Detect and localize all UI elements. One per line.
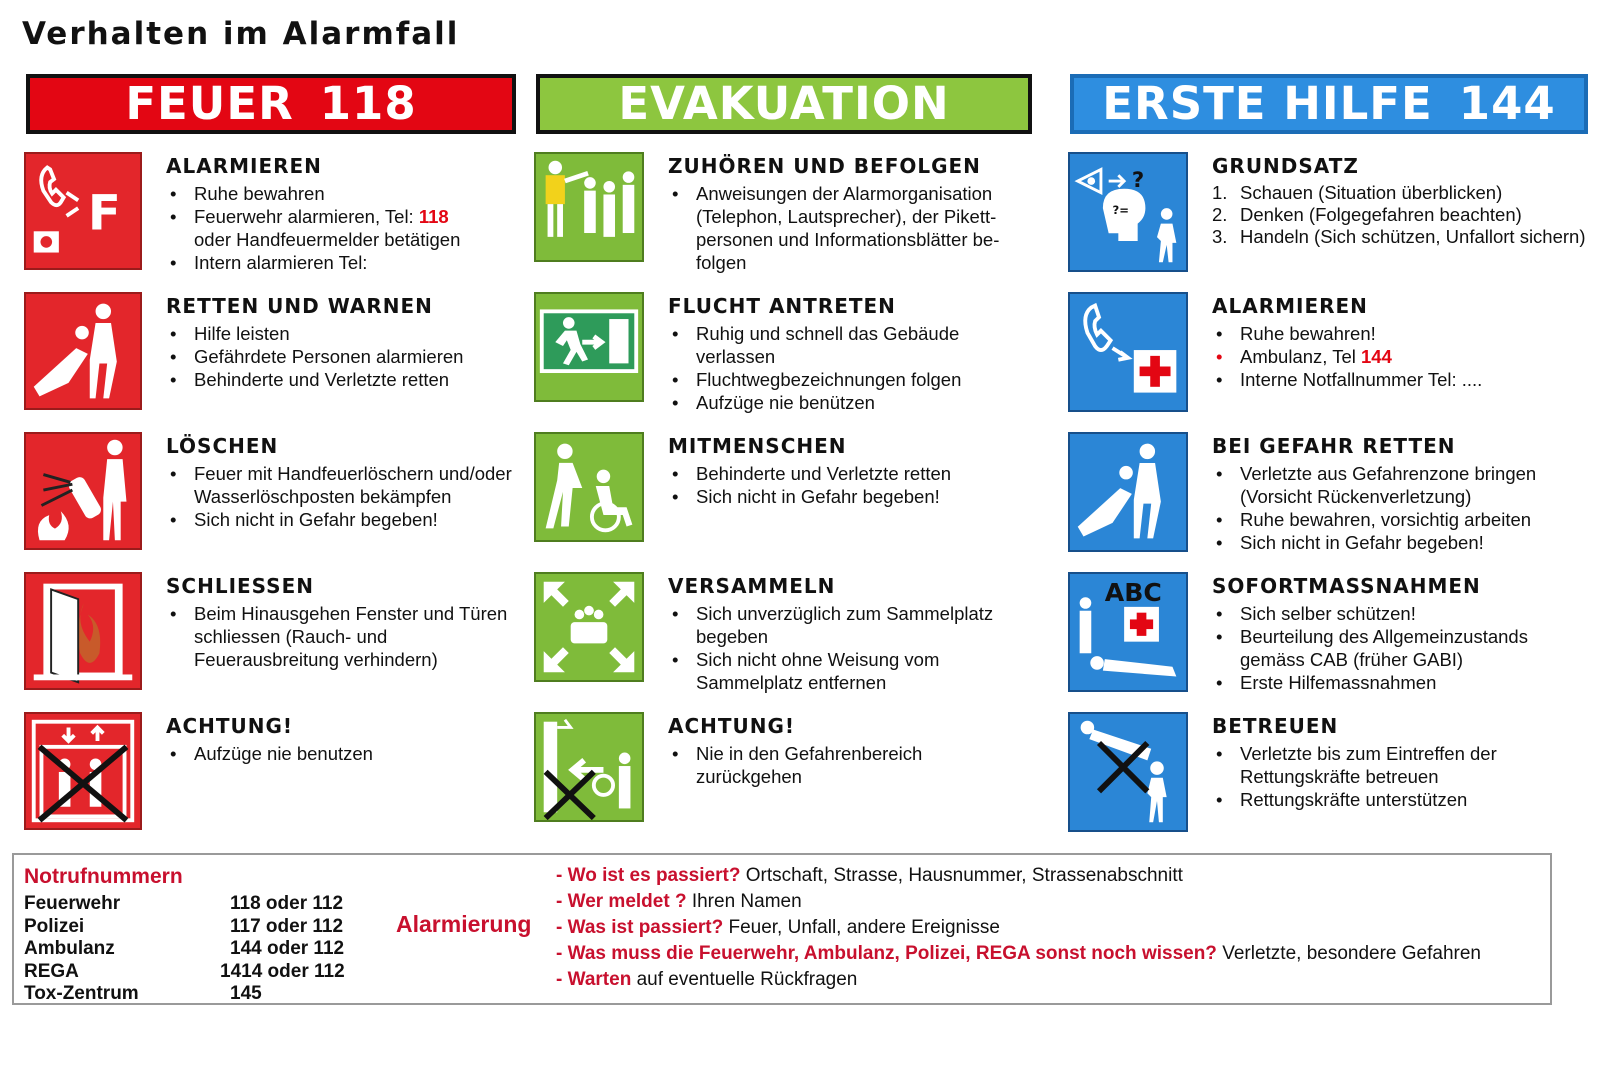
emergency-row: REGA 1414 oder 112 <box>24 960 345 982</box>
bullet: • Hilfe leisten <box>194 322 514 345</box>
fire-item-alarm <box>26 152 514 276</box>
item-title: BEI GEFAHR RETTEN <box>1212 434 1456 458</box>
bullet: • Nie in den Gefahrenbereich zurückgehen <box>696 742 1026 788</box>
fire-column <box>26 74 514 764</box>
emergency-row: Ambulanz 144 oder 112 <box>24 938 345 959</box>
no-elevator-icon <box>24 712 142 830</box>
alarm-line: - Warten auf eventuelle Rückfragen <box>556 969 858 990</box>
bullet: • Sich nicht in Gefahr begeben! <box>696 485 1026 508</box>
emergency-title: Notrufnummern <box>24 865 183 888</box>
emergency-row: Feuerwehr 118 oder 112 <box>24 893 344 914</box>
wheelchair-help-icon <box>534 432 644 542</box>
emergency-exit-icon <box>534 292 644 402</box>
fire-item-caution <box>26 712 514 836</box>
emergency-box <box>12 853 1552 1005</box>
fire-extinguisher-icon <box>24 432 142 550</box>
bullet: • Intern alarmieren Tel: <box>194 251 514 274</box>
first-aid-header <box>1070 74 1588 134</box>
fire-header-number: 118 <box>319 77 417 130</box>
item-title: ALARMIEREN <box>1212 294 1368 318</box>
item-title: FLUCHT ANTRETEN <box>668 294 896 318</box>
look-think-act-icon <box>1068 152 1188 272</box>
close-door-icon <box>24 572 142 690</box>
item-title: GRUNDSATZ <box>1212 154 1359 178</box>
care-injured-icon <box>1068 712 1188 832</box>
bullet: • Interne Notfallnummer Tel: .... <box>1240 368 1590 391</box>
bullet: • Sich selber schützen! <box>1240 602 1590 625</box>
evac-item-flee <box>536 292 1032 416</box>
bullet: • Verletzte bis zum Eintreffen der Rettungskräfte betreuen <box>1240 742 1590 788</box>
alarm-line: - Wo ist es passiert? Ortschaft, Strasse, Hausnummer, Strassenabschnitt <box>556 865 1183 886</box>
bullet: • Sich nicht ohne Weisung vom Sammelplatz entfernen <box>696 648 1026 694</box>
fire-header <box>26 74 516 134</box>
first-aid-column <box>1070 74 1590 810</box>
fire-item-extinguish <box>26 432 514 556</box>
evac-item-assemble <box>536 572 1032 696</box>
evac-header: EVAKUATION <box>536 74 1032 134</box>
bullet: • Sich unverzüglich zum Sammelplatz begeben <box>696 602 1026 648</box>
bullet: • Ruhig und schnell das Gebäude verlassen <box>696 322 1026 368</box>
item-title: ZUHÖREN UND BEFOLGEN <box>668 154 981 178</box>
item-title: SCHLIESSEN <box>166 574 314 598</box>
alarm-line: - Was ist passiert? Feuer, Unfall, andere Ereignisse <box>556 917 1000 938</box>
bullet: • Sich nicht in Gefahr begeben! <box>194 508 514 531</box>
bullet: • Behinderte und Verletzte retten <box>194 368 514 391</box>
bullet: • Ruhe bewahren! <box>1240 322 1590 345</box>
emergency-numbers-table <box>24 893 384 1006</box>
numbered-item: 1. Schauen (Situation überblicken) <box>1212 182 1503 203</box>
bullet: • Erste Hilfemassnahmen <box>1240 671 1590 694</box>
bullet: • Ruhe bewahren, vorsichtig arbeiten <box>1240 508 1590 531</box>
bullet: • Sich nicht in Gefahr begeben! <box>1240 531 1590 554</box>
abc-badge: ABC <box>1104 578 1162 608</box>
fire-number: 118 <box>418 206 449 227</box>
svg-text:?: ? <box>1131 167 1145 193</box>
item-title: ACHTUNG! <box>668 714 796 738</box>
evac-column <box>536 74 1032 787</box>
listen-instructions-icon <box>534 152 644 262</box>
bullet: • Aufzüge nie benutzen <box>194 742 514 765</box>
aid-item-principle <box>1070 152 1590 276</box>
evac-item-others <box>536 432 1032 556</box>
rescue-carry-icon <box>24 292 142 410</box>
bullet: • Anweisungen der Alarmorganisation (Telephon, Lautsprecher), der Pikett-personen und Informationsblätter be-folgen <box>696 182 1026 274</box>
first-aid-header-label: ERSTE HILFE <box>1102 77 1433 130</box>
bullet: • Beurteilung des Allgemeinzustands gemäss CAB (früher GABI) <box>1240 625 1590 671</box>
rescue-carry-icon <box>1068 432 1188 552</box>
emergency-row: Polizei 117 oder 112 <box>24 915 344 937</box>
item-title: RETTEN UND WARNEN <box>166 294 433 318</box>
phone-fire-alarm-icon <box>24 152 142 270</box>
bullet: • Feuerwehr alarmieren, Tel: 118 oder Handfeuermelder betätigen <box>194 205 514 251</box>
emergency-row: Tox-Zentrum 145 <box>24 983 262 1004</box>
no-return-icon <box>534 712 644 822</box>
svg-text:F: F <box>87 185 121 242</box>
evac-item-listen <box>536 152 1032 276</box>
alarm-label: Alarmierung <box>396 911 532 937</box>
bullet: • Rettungskräfte unterstützen <box>1240 788 1590 811</box>
page-title: Verhalten im Alarmfall <box>22 16 460 52</box>
numbered-item: 3. Handeln (Sich schützen, Unfallort sichern) <box>1212 226 1586 247</box>
item-title: VERSAMMELN <box>668 574 836 598</box>
alarm-checklist <box>556 863 1481 993</box>
bullet: • Gefährdete Personen alarmieren <box>194 345 514 368</box>
item-title: SOFORTMASSNAHMEN <box>1212 574 1481 598</box>
bullet: • Ruhe bewahren <box>194 182 514 205</box>
numbered-item: 2. Denken (Folgegefahren beachten) <box>1212 204 1522 225</box>
bullet: • Fluchtwegbezeichnungen folgen <box>696 368 1026 391</box>
item-title: LÖSCHEN <box>166 434 279 458</box>
fire-item-close <box>26 572 514 696</box>
fire-header-label: FEUER <box>125 77 294 130</box>
first-aid-header-number: 144 <box>1458 77 1556 130</box>
item-title: MITMENSCHEN <box>668 434 847 458</box>
item-title: ALARMIEREN <box>166 154 322 178</box>
bullet: • Beim Hinausgehen Fenster und Türen schliessen (Rauch- und Feuerausbreitung verhindern) <box>194 602 514 671</box>
aid-item-immediate <box>1070 572 1590 696</box>
bullet: • Aufzüge nie benützen <box>696 391 1026 414</box>
bullet: • Feuer mit Handfeuerlöschern und/oder Wasserlöschposten bekämpfen <box>194 462 514 508</box>
evac-item-caution <box>536 712 1032 836</box>
ambulance-number: 144 <box>1361 346 1392 367</box>
abc-first-aid-icon <box>1068 572 1188 692</box>
phone-ambulance-icon <box>1068 292 1188 412</box>
aid-item-care <box>1070 712 1590 836</box>
item-title: ACHTUNG! <box>166 714 294 738</box>
alarm-line: - Wer meldet ? Ihren Namen <box>556 891 802 912</box>
fire-item-rescue <box>26 292 514 416</box>
bullet: • Verletzte aus Gefahrenzone bringen (Vorsicht Rückenverletzung) <box>1240 462 1590 508</box>
aid-item-alarm <box>1070 292 1590 416</box>
svg-text:?=: ?= <box>1112 202 1129 217</box>
assembly-point-icon <box>534 572 644 682</box>
alarm-line: - Was muss die Feuerwehr, Ambulanz, Polizei, REGA sonst noch wissen? Verletzte, besondere Gefahren <box>556 943 1481 964</box>
aid-item-rescue <box>1070 432 1590 556</box>
bullet: • Behinderte und Verletzte retten <box>696 462 1026 485</box>
bullet: • Ambulanz, Tel 144 <box>1240 345 1590 368</box>
item-title: BETREUEN <box>1212 714 1339 738</box>
